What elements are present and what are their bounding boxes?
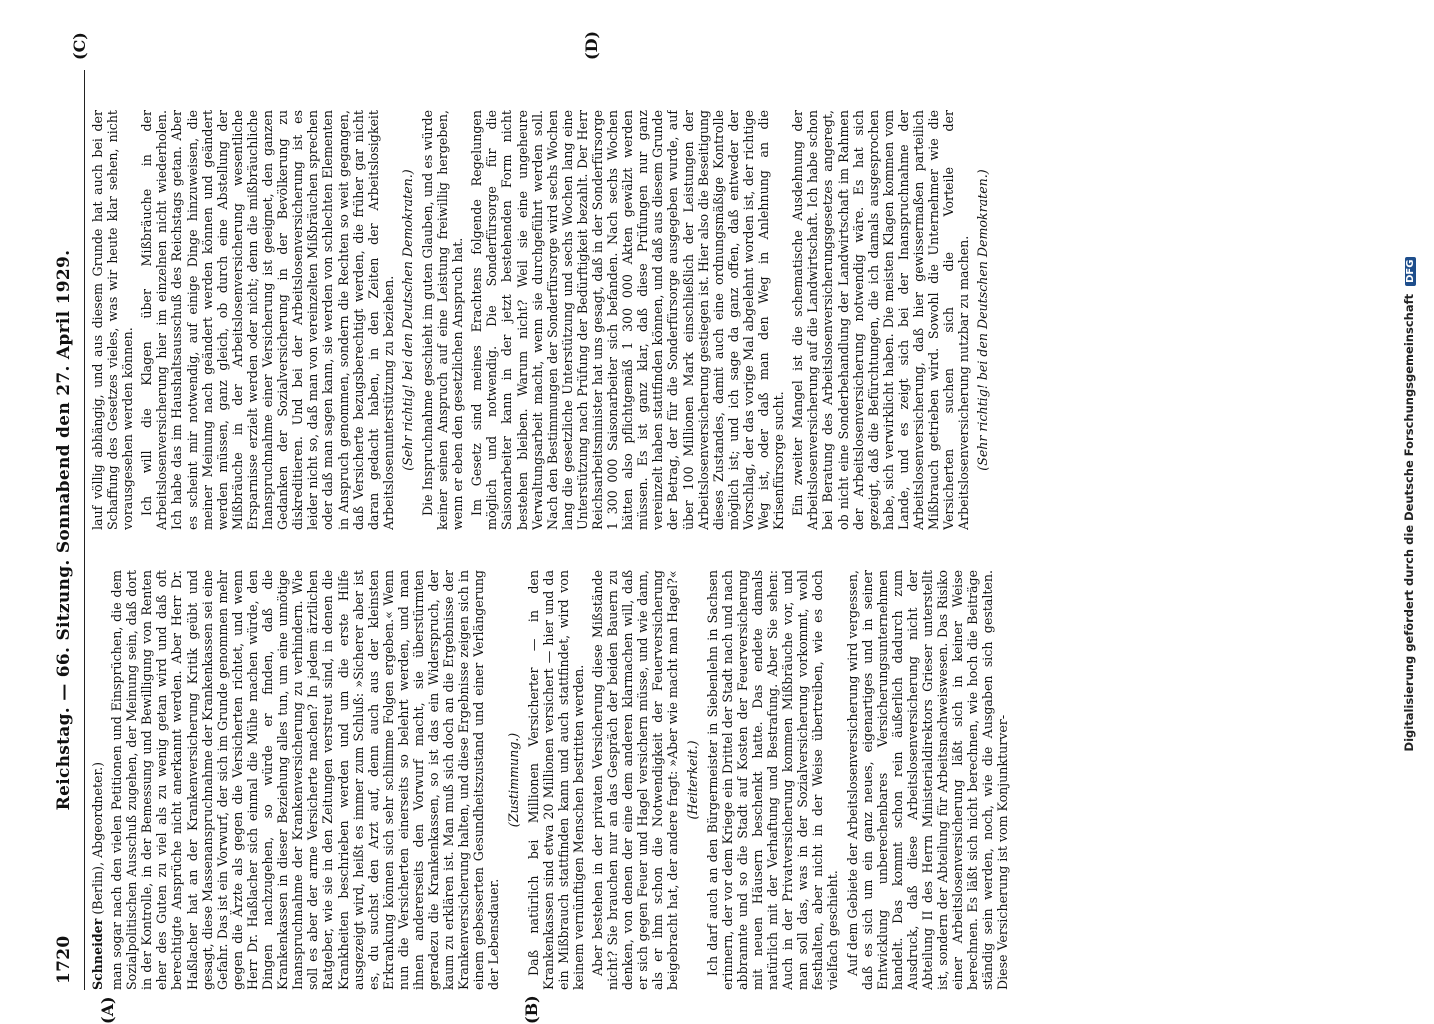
speaker-name: Schneider bbox=[90, 918, 105, 990]
reaction: (Heiterkeit.) bbox=[684, 740, 700, 820]
paragraph: Daß natürlich bei Millionen Versicherter — in den Krankenkassen sind etwa 20 Millionen versichert — hier und da ein Mißbrauch stattfinden kann und auch stattfindet, wird von keinem vernünftigen Menschen bestritten werden. bbox=[525, 570, 586, 990]
paragraph: Ich darf auch an den Bürgermeister in Siebenlehn in Sachsen erinnern, der vor dem Kriege ein Drittel der Stadt nach und nach abbrannte und so die Stadt auf Kosten der Feuerversicherung mit neuen Häusern beschenkt hatte. Das endete damals natürlich mit der Verhaftung und Bestrafung. Aber Sie sehen: Auch in der Privatversicherung kommen Mißbräuche vor, und man soll das, was in der Sozialversicherung vorkommt, wohl festhalten, aber nicht in der Weise übertreiben, wie es doch vielfach geschieht. bbox=[704, 570, 841, 990]
reaction: (Sehr richtig! bei den Deutschen Demokraten.) bbox=[399, 169, 415, 471]
credit-text: Digitalisierung gefördert durch die Deutsche Forschungsgemeinschaft bbox=[1402, 293, 1416, 752]
speaker-note: (Berlin), Abgeordneter.) bbox=[90, 761, 105, 915]
page-number: 1720 bbox=[54, 935, 74, 984]
right-column bbox=[90, 110, 1320, 530]
left-column bbox=[90, 570, 1320, 990]
margin-marker-b: (B) bbox=[522, 995, 541, 1024]
header-rule bbox=[84, 70, 85, 990]
reaction: (Sehr richtig! bei den Deutschen Demokraten.) bbox=[975, 169, 991, 471]
digitization-credit bbox=[1402, 14, 1424, 994]
paragraph: Aber bestehen in der privaten Versicherung diese Mißstände nicht? Sie brauchen nur an das Gespräch der beiden Bauern zu denken, von denen der eine dem anderen klarmachen will, daß er sich gegen Feuer und Hagel versichern müsse, und wie dann, als er ihm schon die Notwendigkeit der Feuerversicherung beigebracht hat, der andere fragt: »Aber wie macht man Hagel?« bbox=[590, 570, 681, 990]
speaker-line bbox=[90, 570, 105, 990]
paragraph: Ich will die Klagen über Mißbräuche in der Arbeitslosenversicherung hier im einzelnen nicht wiederholen. Ich habe das im Haushaltsausschuß des Reichstags getan. Aber es scheint mir notwendig, auf einige Dinge hinzuweisen, die meiner Meinung nach geändert werden können und geändert werden müssen, ganz gleich, ob durch eine Abstellung der Mißbräuche in der Arbeitslosenversicherung wesentliche Ersparnisse erzielt werden oder nicht; denn die mißbräuchliche Inanspruchnahme einer Versicherung ist geeignet, den ganzen Gedanken der Sozialversicherung in der Bevölkerung zu diskreditieren. Und bei der Arbeitslosenversicherung ist es leider nicht so, daß man von vereinzelten Mißbräuchen sprechen oder daß man sagen kann, sie werden von schlechten Elementen in Anspruch genommen, sondern die Rechten so weit gegangen, daß Versicherte bezugsberechtigt werden, die früher gar nicht daran gedacht haben, in den Zeiten der Arbeitslosigkeit Arbeitslosenunterstützung zu beziehen. bbox=[139, 110, 396, 530]
dfg-logo: DFG bbox=[1405, 257, 1416, 286]
margin-marker-c: (C) bbox=[70, 32, 89, 60]
reaction: (Zustimmung.) bbox=[505, 732, 521, 828]
paragraph: Auf dem Gebiete der Arbeitslosenversicherung wird vergessen, daß es sich um ein ganz neues, eigenartiges und in seiner Entwicklung unberechenbares Versicherungsunternehmen handelt. Das kommt schon rein äußerlich dadurch zum Ausdruck, daß diese Arbeitslosenversicherung nicht der Abteilung II des Herrn Ministerialdirektors Grieser unterstellt ist, sondern der Abteilung für Arbeitsnachweiswesen. Das Risiko einer Arbeitslosenversicherung läßt sich in keiner Weise berechnen. Es läßt sich nicht berechnen, wie hoch die Beiträge ständig sein werden, noch, wie die Ausgaben sich gestalten. Diese Versicherung ist vom Konjunkturver- bbox=[844, 570, 1011, 990]
running-title: Reichstag. — 66. Sitzung. Sonnabend den 27. April 1929. bbox=[54, 249, 74, 811]
paragraph: man sogar nach den vielen Petitionen und Einsprüchen, die dem Sozialpolitischen Ausschuß zugehen, der Meinung sein, daß dort in der Kontrolle, in der Bemessung und Bewilligung von Renten eher des Guten zu viel als zu wenig getan wird und daß oft berechtigte Ansprüche nicht anerkannt werden. Aber Herr Dr. Haßlacher hat an der Krankenversicherung Kritik geübt und gesagt, diese Massenanspruchnahme der Krankenkassen sei eine Gefahr. Das ist ein Vorwurf, der sich im Grunde genommen mehr gegen die Ärzte als gegen die Versicherten richtet, und wenn Herr Dr. Haßlacher sich einmal die Mühe machen würde, den Dingen nachzugehen, so würde er finden, daß die Krankenkassen in dieser Beziehung alles tun, um eine unnötige Inanspruchnahme der Krankenversicherung zu verhindern. Wie soll es aber der arme Versicherte machen? In jedem ärztlichen Ratgeber, wie sie in den Zeitungen verstreut sind, in denen die Krankheiten beschrieben werden und um die erste Hilfe ausgezeigt wird, heißt es immer zum Schluß: »Sicherer aber ist es, du suchst den Arzt auf, denn auch aus der kleinsten Erkrankung können sich sehr schlimme Folgen ergeben.« Wenn nun die Versicherten einerseits so belehrt werden, und man ihnen andererseits den Vorwurf macht, sie überstürmten geradezu die Krankenkassen, so ist das ein Widerspruch, der kaum zu erklären ist. Man muß sich doch an die Ergebnisse der Krankenversicherung halten, und diese Ergebnisse zeigen sich in einem gebesserten Gesundheitszustand und einer Verlängerung der Lebensdauer. bbox=[109, 570, 502, 990]
margin-marker-d: (D) bbox=[582, 30, 601, 60]
paragraph: Im Gesetz sind meines Erachtens folgende Regelungen möglich und notwendig. Die Sonderfürsorge für die Saisonarbeiter kann in der jetzt bestehenden Form nicht bestehen bleiben. Warum nicht? Weil sie eine ungeheure Verwaltungsarbeit macht, wenn sie durchgeführt werden soll. Nach den Bestimmungen der Sonderfürsorge wird sechs Wochen lang die gesetzliche Unterstützung und sechs Wochen lang eine Unterstützung nach Prüfung der Bedürftigkeit bezahlt. Der Herr Reichsarbeitsminister hat uns gesagt, daß in der Sonderfürsorge 1 300 000 Saisonarbeiter sich befanden. Nach sechs Wochen hätten also pflichtgemäß 1 300 000 Akten gewälzt werden müssen. Es ist ganz klar, daß diese Prüfungen nur ganz vereinzelt haben stattfinden können, und daß aus diesem Grunde der Betrag, der für die Sonderfürsorge ausgegeben wurde, auf über 100 Millionen Mark einschließlich der Leistungen der Arbeitslosenversicherung gestiegen ist. Hier also die Beseitigung dieses Zustandes, damit auch eine ordnungsmäßige Kontrolle möglich ist; und ich sage da ganz offen, daß entweder der Vorschlag, der das vorige Mal abgelehnt worden ist, der richtige Weg ist, oder daß man den Weg in Anlehnung an die Krisenfürsorge sucht. bbox=[469, 110, 787, 530]
rotated-page bbox=[50, 30, 1370, 1024]
paragraph: Ein zweiter Mangel ist die schematische Ausdehnung der Arbeitslosenversicherung auf die Landwirtschaft. Ich habe schon bei Beratung des Arbeitslosenversicherungsgesetzes angeregt, ob nicht eine Sonderbehandlung der Landwirtschaft im Rahmen der Arbeitslosenversicherung notwendig wäre. Es hat sich gezeigt, daß die Befürchtungen, die ich damals ausgesprochen habe, sich verwirklicht haben. Die meisten Klagen kommen vom Lande, und es zeigt sich bei der Inanspruchnahme der Arbeitslosenversicherung, daß hier gewissermaßen parteilich Mißbrauch getrieben wird. Sowohl die Unternehmer wie die Versicherten suchen sich die Vorteile der Arbeitslosenversicherung nutzbar zu machen. bbox=[790, 110, 972, 530]
paragraph: Die Inspruchnahme geschieht im guten Glauben, und es würde keiner seinen Anspruch auf eine Leistung freiwillig hergeben, wenn er eben den gesetzlichen Anspruch hat. bbox=[419, 110, 466, 530]
margin-marker-a: (A) bbox=[98, 996, 117, 1024]
paragraph: lauf völlig abhängig, und aus diesem Grunde hat auch bei der Schaffung des Gesetzes vieles, was wir heute klar sehen, nicht vorausgesehen werden können. bbox=[90, 110, 136, 530]
page-header bbox=[50, 70, 80, 990]
